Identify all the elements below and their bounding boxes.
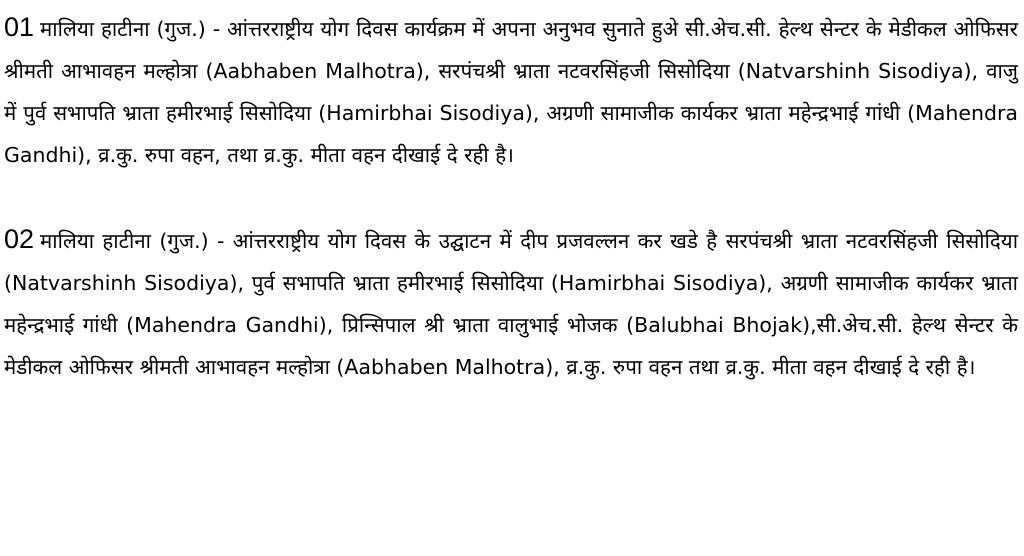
caption-text: मालिया हाटीना (गुज.) - आंत्तरराष्ट्रीय योग दिवस के उद्घाटन में दीप प्रजवल्लन कर खडे है सरपंचश्री भ्राता नटवरसिंहजी सिसोदिया (Natvarshinh Sisodiya), पुर्व सभापति भ्राता हमीरभाई सिसोदिया (Hamirbhai Sisodiya), अग्रणी सामाजीक कार्यकर भ्राता महेन्द्रभाई गांधी (Mahendra Gandhi), प्रिन्सिपाल श्री भ्राता वालुभाई भोजक (Balubhai Bhojak),सी.अेच.सी. हेल्थ सेन्टर के मेडीकल ओफिसर श्रीमती आभावहन मल्होत्रा (Aabhaben Malhotra), व्र.कु. रुपा वहन तथा व्र.कु. मीता वहन दीखाई दे रही है। <box>4 229 1018 379</box>
caption-document <box>4 6 1018 388</box>
caption-paragraph-2 <box>4 218 1018 388</box>
caption-text: मालिया हाटीना (गुज.) - आंत्तरराष्ट्रीय योग दिवस कार्यक्रम में अपना अनुभव सुनाते हुअे सी.अेच.सी. हेल्थ सेन्टर के मेडीकल ओफिसर श्रीमती आभावहन मल्होत्रा (Aabhaben Malhotra), सरपंचश्री भ्राता नटवरसिंहजी सिसोदिया (Natvarshinh Sisodiya), वाजु में पुर्व सभापति भ्राता हमीरभाई सिसोदिया (Hamirbhai Sisodiya), अग्रणी सामाजीक कार्यकर भ्राता महेन्द्रभाई गांधी (Mahendra Gandhi), व्र.कु. रुपा वहन, तथा व्र.कु. मीता वहन दीखाई दे रही है। <box>4 17 1018 167</box>
caption-paragraph-1 <box>4 6 1018 176</box>
caption-number: 02 <box>4 224 35 254</box>
caption-number: 01 <box>4 12 35 42</box>
